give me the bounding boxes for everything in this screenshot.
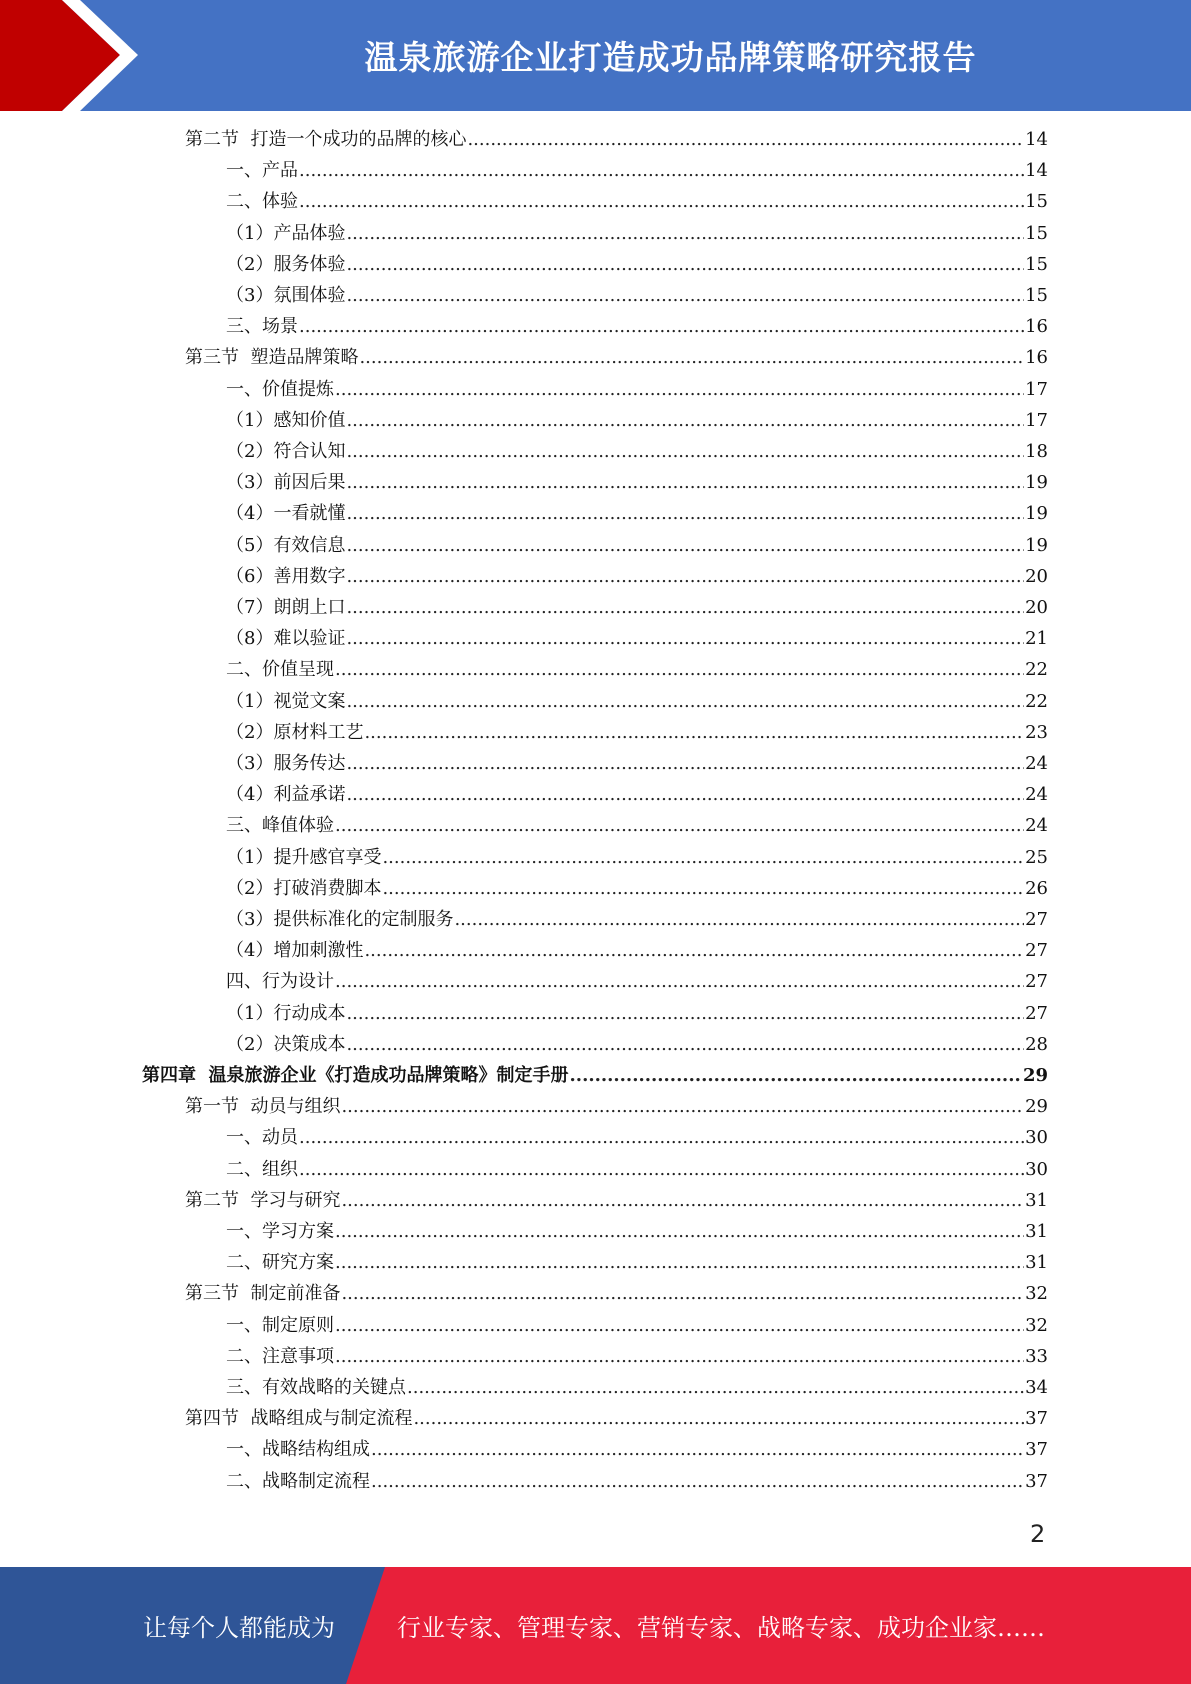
toc-dot-leader	[346, 502, 1024, 526]
toc-entry-page: 22	[1025, 659, 1048, 681]
toc-dot-leader	[364, 939, 1024, 963]
toc-dot-leader	[346, 1002, 1024, 1026]
toc-entry-page: 16	[1025, 316, 1048, 338]
toc-dot-leader	[299, 190, 1024, 214]
toc-entry-page: 19	[1025, 534, 1048, 556]
toc-entry-label: （6）善用数字	[226, 565, 346, 587]
toc-entry[interactable]	[226, 409, 1048, 433]
toc-entry[interactable]	[226, 1376, 1048, 1400]
toc-entry-label: （2）决策成本	[226, 1033, 346, 1055]
toc-entry-label: 第二节 学习与研究	[185, 1189, 341, 1211]
toc-entry[interactable]	[226, 1251, 1048, 1275]
toc-entry-page: 27	[1025, 909, 1048, 930]
toc-entry-page: 26	[1025, 877, 1048, 899]
toc-entry[interactable]	[226, 596, 1048, 620]
toc-entry[interactable]	[226, 222, 1048, 246]
toc-dot-leader	[570, 1064, 1022, 1088]
toc-dot-leader	[413, 1407, 1024, 1431]
toc-entry[interactable]	[226, 284, 1048, 308]
toc-entry[interactable]	[226, 502, 1048, 526]
toc-entry-label: 三、峰值体验	[226, 815, 334, 837]
toc-dot-leader	[341, 1282, 1024, 1306]
toc-entry-label: （2）服务体验	[226, 253, 346, 275]
toc-entry[interactable]	[226, 1314, 1048, 1338]
toc-entry[interactable]	[185, 346, 1048, 370]
toc-entry[interactable]	[185, 128, 1048, 152]
toc-dot-leader	[346, 471, 1024, 495]
toc-entry[interactable]	[226, 253, 1048, 277]
toc-dot-leader	[454, 908, 1024, 932]
toc-entry[interactable]	[185, 1095, 1048, 1119]
toc-entry-page: 31	[1025, 1189, 1048, 1211]
toc-entry-page: 24	[1025, 815, 1048, 837]
toc-entry[interactable]	[226, 440, 1048, 464]
toc-entry-label: 二、组织	[226, 1158, 298, 1180]
toc-entry[interactable]	[226, 378, 1048, 402]
footer-slogan-left: 让每个人都能成为	[143, 1614, 335, 1642]
toc-entry-page: 15	[1025, 222, 1048, 244]
toc-entry-label: （1）行动成本	[226, 1002, 346, 1024]
toc-entry-label: 第三节 塑造品牌策略	[185, 347, 359, 369]
toc-entry-page: 15	[1025, 191, 1048, 213]
toc-entry-page: 30	[1025, 1127, 1048, 1149]
toc-entry-label: 一、制定原则	[226, 1314, 334, 1336]
toc-entry-label: 二、研究方案	[226, 1252, 334, 1274]
toc-entry-label: 二、注意事项	[226, 1345, 334, 1367]
toc-entry[interactable]	[226, 627, 1048, 651]
toc-dot-leader	[335, 1345, 1024, 1369]
toc-dot-leader	[299, 315, 1024, 339]
toc-dot-leader	[407, 1376, 1024, 1400]
header-arrow-logo	[0, 0, 160, 111]
toc-entry-label: （8）难以验证	[226, 628, 346, 650]
toc-entry-label: （3）提供标准化的定制服务	[226, 909, 454, 930]
toc-entry-page: 23	[1025, 721, 1048, 743]
toc-entry-label: 四、行为设计	[226, 971, 334, 993]
toc-entry-label: 一、产品	[226, 160, 298, 182]
toc-entry-page: 27	[1025, 1002, 1048, 1024]
toc-dot-leader	[467, 128, 1024, 152]
toc-entry[interactable]	[226, 1158, 1048, 1182]
toc-entry-label: （3）服务传达	[226, 753, 346, 774]
toc-entry-label: （1）感知价值	[226, 409, 346, 431]
toc-entry-page: 32	[1025, 1283, 1048, 1305]
toc-entry-label: （4）一看就懂	[226, 503, 346, 525]
toc-entry-label: 一、动员	[226, 1127, 298, 1149]
toc-entry-page: 27	[1025, 940, 1048, 962]
toc-entry-label: （2）原材料工艺	[226, 721, 364, 743]
footer-slogan-right: 行业专家、管理专家、营销专家、战略专家、成功企业家……	[397, 1614, 1045, 1642]
toc-entry[interactable]	[226, 565, 1048, 589]
toc-entry[interactable]	[226, 159, 1048, 183]
toc-entry-page: 31	[1025, 1252, 1048, 1274]
toc-entry[interactable]	[226, 315, 1048, 339]
toc-entry-page: 27	[1025, 971, 1048, 993]
toc-entry[interactable]	[226, 752, 1048, 776]
toc-entry-label: （2）打破消费脚本	[226, 877, 382, 899]
toc-entry-label: 一、战略结构组成	[226, 1439, 370, 1461]
toc-dot-leader	[299, 1126, 1024, 1150]
toc-entry-page: 19	[1025, 472, 1048, 494]
toc-dot-leader	[341, 1095, 1024, 1119]
toc-dot-leader	[335, 658, 1024, 682]
toc-entry[interactable]	[226, 1438, 1048, 1462]
toc-dot-leader	[371, 1470, 1024, 1494]
toc-entry[interactable]	[226, 846, 1048, 870]
toc-entry-page: 33	[1025, 1345, 1048, 1367]
toc-dot-leader	[335, 1314, 1024, 1338]
toc-entry[interactable]	[142, 1064, 1048, 1088]
toc-entry-page: 24	[1025, 784, 1048, 806]
toc-entry-label: （1）视觉文案	[226, 690, 346, 712]
toc-dot-leader	[382, 877, 1024, 901]
toc-entry-page: 15	[1025, 285, 1048, 306]
toc-entry[interactable]	[226, 970, 1048, 994]
toc-dot-leader	[341, 1189, 1024, 1213]
toc-entry-page: 21	[1025, 628, 1048, 650]
toc-entry-page: 32	[1025, 1314, 1048, 1336]
toc-entry-label: （7）朗朗上口	[226, 597, 346, 618]
toc-entry-page: 31	[1025, 1221, 1048, 1242]
toc-entry[interactable]	[226, 534, 1048, 558]
toc-entry[interactable]	[226, 783, 1048, 807]
toc-entry-page: 20	[1025, 597, 1048, 618]
toc-entry[interactable]	[226, 190, 1048, 214]
toc-entry-label: （1）产品体验	[226, 222, 346, 244]
toc-dot-leader	[335, 378, 1024, 402]
document-title: 温泉旅游企业打造成功品牌策略研究报告	[364, 38, 977, 77]
toc-entry[interactable]	[226, 1220, 1048, 1244]
toc-entry-label: 二、体验	[226, 191, 298, 213]
toc-entry-label: 一、学习方案	[226, 1221, 334, 1242]
page-footer	[0, 1567, 1191, 1684]
toc-dot-leader	[346, 596, 1024, 620]
toc-dot-leader	[346, 565, 1024, 589]
toc-dot-leader	[346, 222, 1024, 246]
toc-dot-leader	[346, 752, 1024, 776]
toc-dot-leader	[335, 1251, 1024, 1275]
toc-entry-page: 30	[1025, 1158, 1048, 1180]
toc-entry-page: 20	[1025, 565, 1048, 587]
toc-entry-label: 第三节 制定前准备	[185, 1283, 341, 1305]
toc-dot-leader	[346, 409, 1024, 433]
toc-dot-leader	[346, 284, 1024, 308]
toc-entry-label: 第四节 战略组成与制定流程	[185, 1408, 413, 1430]
toc-dot-leader	[299, 1158, 1024, 1182]
toc-entry-label: 二、战略制定流程	[226, 1470, 370, 1492]
toc-entry-label: 三、有效战略的关键点	[226, 1377, 406, 1398]
toc-entry[interactable]	[226, 658, 1048, 682]
toc-entry[interactable]	[226, 690, 1048, 714]
toc-dot-leader	[346, 534, 1024, 558]
toc-dot-leader	[359, 346, 1024, 370]
toc-entry[interactable]	[185, 1407, 1048, 1431]
toc-entry-page: 29	[1025, 1096, 1048, 1118]
toc-entry-page: 16	[1025, 347, 1048, 369]
toc-entry-page: 14	[1025, 160, 1048, 182]
toc-entry[interactable]	[185, 1282, 1048, 1306]
toc-entry-page: 24	[1025, 753, 1048, 774]
toc-entry-page: 19	[1025, 503, 1048, 525]
toc-entry-page: 17	[1025, 409, 1048, 431]
toc-entry[interactable]	[226, 908, 1048, 932]
toc-dot-leader	[346, 440, 1024, 464]
toc-entry-label: 二、价值呈现	[226, 659, 334, 681]
toc-dot-leader	[346, 1033, 1024, 1057]
toc-entry-page: 37	[1025, 1470, 1048, 1492]
toc-dot-leader	[335, 814, 1024, 838]
toc-entry-label: 一、价值提炼	[226, 378, 334, 400]
page-header	[0, 0, 1191, 111]
toc-entry-label: （4）增加刺激性	[226, 940, 364, 962]
toc-entry-page: 22	[1025, 690, 1048, 712]
toc-entry[interactable]	[226, 1002, 1048, 1026]
toc-dot-leader	[346, 253, 1024, 277]
toc-entry-label: （1）提升感官享受	[226, 846, 382, 868]
toc-dot-leader	[382, 846, 1024, 870]
toc-dot-leader	[371, 1438, 1024, 1462]
toc-entry-label: 第四章 温泉旅游企业《打造成功品牌策略》制定手册	[142, 1065, 569, 1086]
toc-entry-page: 15	[1025, 253, 1048, 275]
toc-entry[interactable]	[226, 1470, 1048, 1494]
toc-entry-page: 14	[1025, 129, 1048, 150]
toc-entry-label: （3）氛围体验	[226, 285, 346, 306]
toc-entry-page: 17	[1025, 378, 1048, 400]
toc-entry-label: （2）符合认知	[226, 441, 346, 462]
toc-entry-page: 37	[1025, 1408, 1048, 1430]
toc-dot-leader	[335, 1220, 1024, 1244]
toc-entry-page: 28	[1025, 1033, 1048, 1055]
toc-entry-label: （5）有效信息	[226, 534, 346, 556]
toc-entry-page: 37	[1025, 1439, 1048, 1461]
toc-entry[interactable]	[226, 939, 1048, 963]
toc-entry-label: 第二节 打造一个成功的品牌的核心	[185, 129, 467, 150]
toc-entry-label: （4）利益承诺	[226, 784, 346, 806]
page-number: 2	[1030, 1520, 1046, 1548]
toc-dot-leader	[346, 627, 1024, 651]
toc-entry-label: （3）前因后果	[226, 472, 346, 494]
toc-entry[interactable]	[185, 1189, 1048, 1213]
toc-dot-leader	[364, 721, 1024, 745]
toc-entry[interactable]	[226, 814, 1048, 838]
toc-entry-page: 29	[1022, 1065, 1048, 1086]
toc-dot-leader	[346, 690, 1024, 714]
toc-entry-page: 18	[1025, 441, 1048, 462]
toc-dot-leader	[346, 783, 1024, 807]
toc-entry[interactable]	[226, 1126, 1048, 1150]
toc-dot-leader	[299, 159, 1024, 183]
toc-entry-page: 34	[1025, 1377, 1048, 1398]
toc-entry[interactable]	[226, 1345, 1048, 1369]
toc-entry[interactable]	[226, 721, 1048, 745]
toc-entry[interactable]	[226, 471, 1048, 495]
toc-entry[interactable]	[226, 1033, 1048, 1057]
toc-entry-page: 25	[1025, 846, 1048, 868]
toc-entry-label: 三、场景	[226, 316, 298, 338]
toc-entry-label: 第一节 动员与组织	[185, 1096, 341, 1118]
toc-entry[interactable]	[226, 877, 1048, 901]
toc-dot-leader	[335, 970, 1024, 994]
